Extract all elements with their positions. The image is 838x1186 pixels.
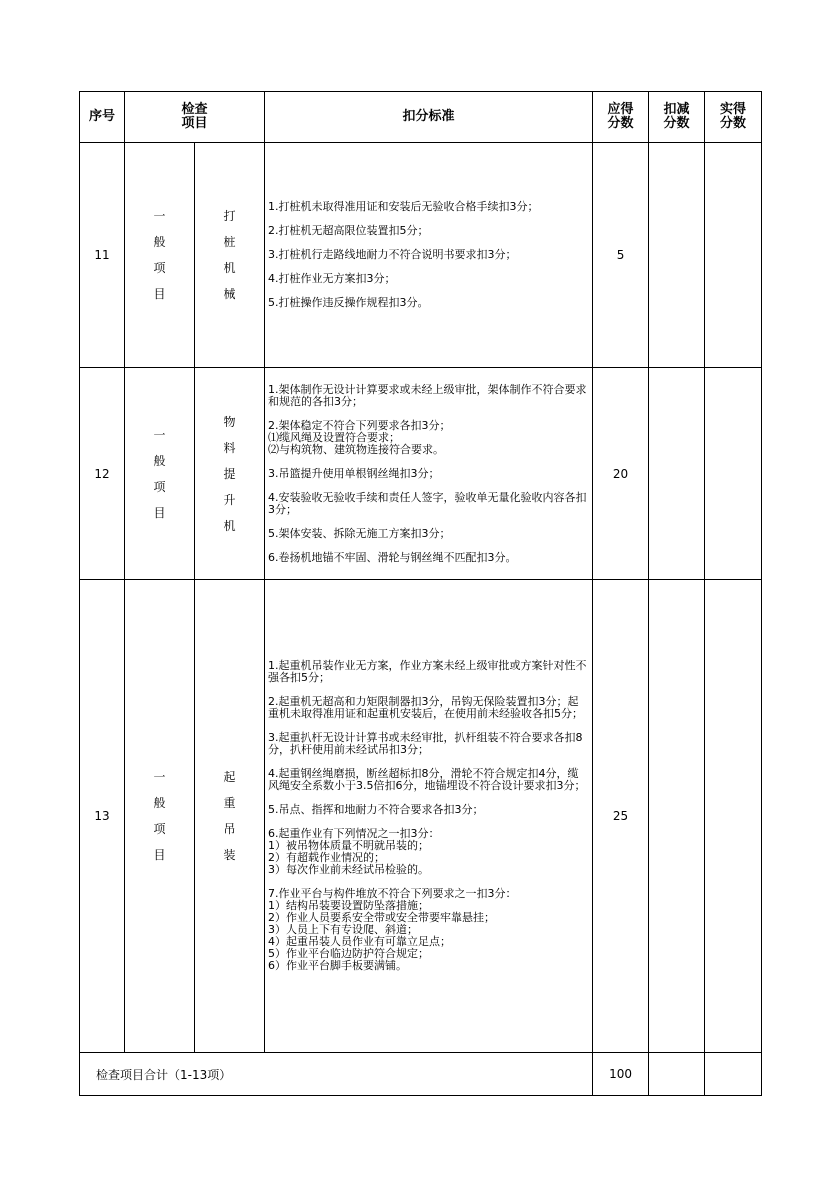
category-char: 般 (153, 796, 166, 810)
item-char: 物 (223, 414, 236, 429)
category-char: 般 (153, 453, 166, 468)
header-actual-score: 实得 分数 (705, 92, 762, 143)
row-actual-cell[interactable] (705, 368, 762, 580)
criteria-item: 1.打桩机未取得准用证和安装后无验收合格手续扣3分； (268, 200, 539, 213)
row-item (195, 368, 265, 580)
row-seq: 13 (80, 580, 125, 1053)
criteria-item: 1.架体制作无设计计算要求或未经上级审批，架体制作不符合要求和规范的各扣3分； (268, 382, 587, 408)
header-should-score: 应得 分数 (593, 92, 649, 143)
criteria-item: 6.起重作业有下列情况之一扣3分： 1）被吊物体质量不明就吊装的； 2）有超载作业情况的； 3）每次作业前未经试吊检验的。 (268, 827, 440, 876)
row-deduct-cell[interactable] (649, 143, 705, 368)
item-char: 打 (223, 209, 236, 223)
item-char: 装 (223, 848, 236, 862)
criteria-item: 3.起重扒杆无设计计算书或未经审批，扒杆组装不符合要求各扣8分，扒杆使用前未经试吊扣3分； (268, 731, 583, 756)
table-body (80, 143, 762, 1053)
criteria-item: 2.起重机无超高和力矩限制器扣3分，吊钩无保险装置扣3分；起重机未取得准用证和起重机安装后，在使用前未经验收各扣5分； (268, 695, 584, 720)
header-criteria: 扣分标准 (265, 92, 593, 143)
criteria-item: 4.起重钢丝绳磨损，断丝超标扣8分，滑轮不符合规定扣4分，缆风绳安全系数小于3.5倍扣6分，地锚埋设不符合设计要求扣3分； (268, 767, 586, 792)
header-deduct-score: 扣减 分数 (649, 92, 705, 143)
row-deduct-cell[interactable] (649, 368, 705, 580)
row-category (125, 580, 195, 1053)
criteria-item: 2.架体稳定不符合下列要求各扣3分； ⑴缆风绳及设置符合要求； ⑵与构筑物、建筑物连接符合要求。 (268, 418, 451, 456)
item-char: 起 (223, 770, 236, 784)
criteria-item: 6.卷扬机地锚不牢固、滑轮与钢丝绳不匹配扣3分。 (268, 550, 517, 564)
row-deduct-cell[interactable] (649, 580, 705, 1053)
row-criteria (265, 143, 593, 368)
criteria-item: 5.吊点、指挥和地耐力不符合要求各扣3分； (268, 803, 484, 816)
footer-deduct-cell[interactable] (649, 1053, 705, 1096)
table-row (80, 580, 762, 1053)
row-should-score: 25 (593, 580, 649, 1053)
criteria-item: 1.起重机吊装作业无方案，作业方案未经上级审批或方案针对性不强各扣5分； (268, 659, 587, 684)
criteria-item: 7.作业平台与构件堆放不符合下列要求之一扣3分： 1）结构吊装要设置防坠落措施； 2）作业人员要系安全带或安全带要牢靠悬挂； 3）人员上下有专设爬、斜道； 4）起重吊装人员作业有可靠立足点； 5）作业平台临边防护符合规定； 6）作业平台脚手板要满铺。 (268, 887, 517, 972)
row-category (125, 368, 195, 580)
row-item (195, 580, 265, 1053)
category-char: 一 (153, 427, 166, 442)
category-char: 目 (153, 287, 166, 301)
item-char: 机 (223, 261, 236, 275)
row-actual-cell[interactable] (705, 143, 762, 368)
row-criteria (265, 368, 593, 580)
row-actual-cell[interactable] (705, 580, 762, 1053)
category-char: 项 (153, 261, 166, 275)
row-criteria (265, 580, 593, 1053)
category-char: 一 (153, 209, 166, 223)
row-seq: 11 (80, 143, 125, 368)
row-item (195, 143, 265, 368)
row-seq: 12 (80, 368, 125, 580)
criteria-item: 5.打桩操作违反操作规程扣3分。 (268, 296, 429, 309)
criteria-item: 4.安装验收无验收手续和责任人签字，验收单无量化验收内容各扣3分； (268, 490, 587, 516)
item-char: 械 (223, 287, 236, 301)
item-char: 机 (223, 518, 236, 533)
row-should-score: 20 (593, 368, 649, 580)
category-char: 目 (153, 848, 166, 862)
criteria-item: 5.架体安装、拆除无施工方案扣3分； (268, 526, 451, 540)
criteria-item: 2.打桩机无超高限位装置扣5分； (268, 224, 429, 237)
criteria-item: 3.打桩机行走路线地耐力不符合说明书要求扣3分； (268, 248, 517, 261)
category-char: 项 (153, 479, 166, 494)
footer-total-score: 100 (593, 1053, 649, 1096)
criteria-item: 3.吊篮提升使用单根钢丝绳扣3分； (268, 466, 440, 480)
header-row (80, 92, 762, 143)
footer-total-label: 检查项目合计（1-13项） (80, 1053, 593, 1096)
inspection-table (79, 91, 762, 1096)
footer-row (80, 1053, 762, 1096)
table-row (80, 368, 762, 580)
item-char: 料 (223, 440, 236, 455)
table-row (80, 143, 762, 368)
category-char: 目 (153, 505, 166, 520)
row-category (125, 143, 195, 368)
header-seq: 序号 (80, 92, 125, 143)
row-should-score: 5 (593, 143, 649, 368)
category-char: 般 (153, 235, 166, 249)
item-char: 吊 (223, 822, 236, 836)
item-char: 升 (223, 492, 236, 507)
footer-actual-cell[interactable] (705, 1053, 762, 1096)
criteria-item: 4.打桩作业无方案扣3分； (268, 272, 396, 285)
item-char: 提 (223, 466, 236, 481)
category-char: 项 (153, 822, 166, 836)
header-item: 检查 项目 (125, 92, 265, 143)
category-char: 一 (153, 770, 166, 784)
item-char: 桩 (223, 235, 236, 249)
item-char: 重 (223, 796, 236, 810)
